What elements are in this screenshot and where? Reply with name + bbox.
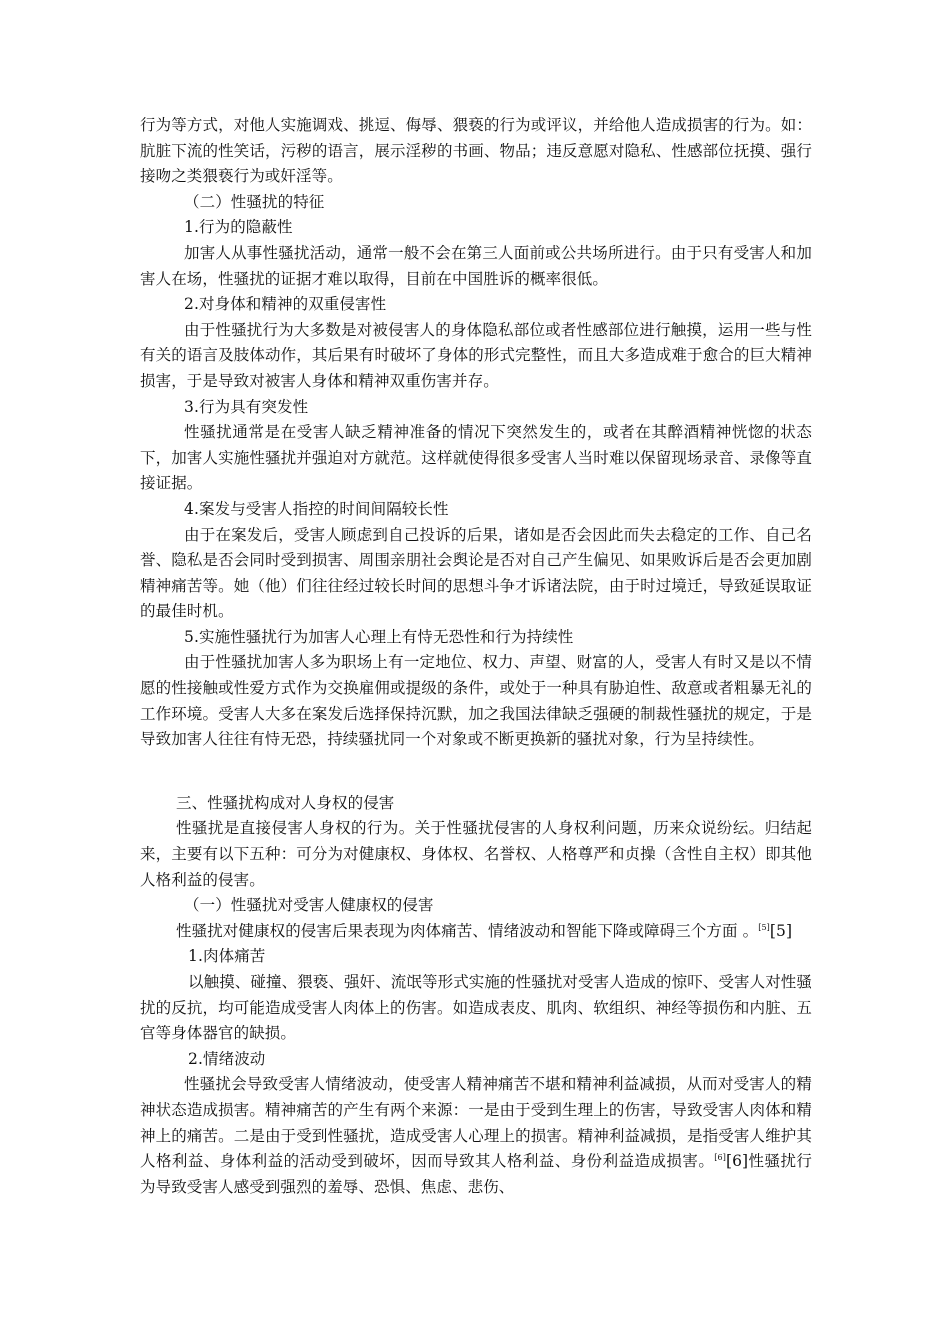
footnote-ref-6-continuation: [6]性骚扰行为导致受害人感受到强烈的羞辱、恐惧、焦虑、悲伤、 [140, 1152, 813, 1196]
paragraph-physical-pain: 以触摸、碰撞、猥亵、强奸、流氓等形式实施的性骚扰对受害人造成的惊吓、受害人对性骚扰的反抗，均可能造成受害人肉体上的伤害。如造成表皮、肌肉、软组织、神经等损伤和内脏、五官等身体器官的缺损。 [140, 973, 813, 1043]
emotional-text: 性骚扰会导致受害人情绪波动，使受害人精神痛苦不堪和精神利益减损，从而对受害人的精神状态造成损害。精神痛苦的产生有两个来源：一是由于受到生理上的伤害，导致受害人肉体和精神上的痛苦。二是由于受到性骚扰，造成受害人心理上的损害。精神利益减损，是指受害人维护其人格利益、身体利益的活动受到破坏，因而导致其人格利益、身份利益造成损害。 [140, 1075, 812, 1171]
heading-dual-harm: 2.对身体和精神的双重侵害性 [184, 295, 387, 314]
heading-concealment: 1.行为的隐蔽性 [184, 218, 293, 237]
footnote-marker-5: [5] [758, 922, 770, 932]
heading-physical-pain: 1.肉体痛苦 [188, 947, 266, 966]
paragraph-health-right [140, 919, 812, 945]
footnote-ref-5: [5] [769, 921, 793, 940]
paragraph-persistence: 由于性骚扰加害人多为职场上有一定地位、权力、声望、财富的人，受害人有时又是以不情愿的性接触或性爱方式作为交换雇佣或提级的条件，或处于一种具有胁迫性、敌意或者粗暴无礼的工作环境。受害人大多在案发后选择保持沉默，加之我国法律缺乏强硬的制裁性骚扰的规定，于是导致加害人往往有恃无恐，持续骚扰同一个对象或不断更换新的骚扰对象，行为呈持续性。 [140, 653, 812, 749]
paragraph-suddenness: 性骚扰通常是在受害人缺乏精神准备的情况下突然发生的，或者在其醉酒精神恍惚的状态下，加害人实施性骚扰并强迫对方就范。这样就使得很多受害人当时难以保留现场录音、录像等直接证据。 [140, 423, 812, 493]
document-page [140, 113, 812, 1200]
health-right-text: 性骚扰对健康权的侵害后果表现为肉体痛苦、情绪波动和智能下降或障碍三个方面 。 [176, 921, 759, 940]
paragraph-emotional [140, 1072, 812, 1200]
paragraph-personal-rights: 性骚扰是直接侵害人身权的行为。关于性骚扰侵害的人身权利问题，历来众说纷纭。归结起来，主要有以下五种：可分为对健康权、身体权、名誉权、人格尊严和贞操（含性自主权）即其他人格利益的侵害。 [140, 819, 812, 889]
paragraph-concealment: 加害人从事性骚扰活动，通常一般不会在第三人面前或公共场所进行。由于只有受害人和加害人在场，性骚扰的证据才难以取得，目前在中国胜诉的概率很低。 [140, 243, 812, 288]
heading-emotional: 2.情绪波动 [188, 1049, 266, 1068]
heading-suddenness: 3.行为具有突发性 [184, 397, 309, 416]
heading-time-interval: 4.案发与受害人指控的时间间隔较长性 [184, 499, 449, 518]
heading-health-right: （一）性骚扰对受害人健康权的侵害 [184, 896, 434, 915]
section-gap [140, 753, 812, 791]
footnote-marker-6: [6] [714, 1153, 726, 1163]
heading-persistence: 5.实施性骚扰行为加害人心理上有恃无恐性和行为持续性 [184, 627, 574, 646]
heading-features: （二）性骚扰的特征 [184, 192, 325, 211]
paragraph-time-interval: 由于在案发后，受害人顾虑到自己投诉的后果，诸如是否会因此而失去稳定的工作、自己名誉、隐私是否会同时受到损害、周围亲朋社会舆论是否对自己产生偏见、如果败诉后是否会更加剧精神痛苦等。她（他）们往往经过较长时间的思想斗争才诉诸法院，由于时过境迁，导致延误取证的最佳时机。 [140, 525, 812, 621]
paragraph-dual-harm: 由于性骚扰行为大多数是对被侵害人的身体隐私部位或者性感部位进行触摸，运用一些与性有关的语言及肢体动作，其后果有时破坏了身体的形式完整性，而且大多造成难于愈合的巨大精神损害，于是导致对被害人身体和精神双重伤害并存。 [140, 320, 812, 390]
paragraph-definition-continued: 行为等方式，对他人实施调戏、挑逗、侮辱、猥亵的行为或评议，并给他人造成损害的行为。如：肮脏下流的性笑话，污秽的语言，展示淫秽的书画、物品；违反意愿对隐私、性感部位抚摸、强行接吻之类猥亵行为或奸淫等。 [140, 116, 812, 186]
section-heading-personal-rights: 三、性骚扰构成对人身权的侵害 [176, 793, 395, 812]
